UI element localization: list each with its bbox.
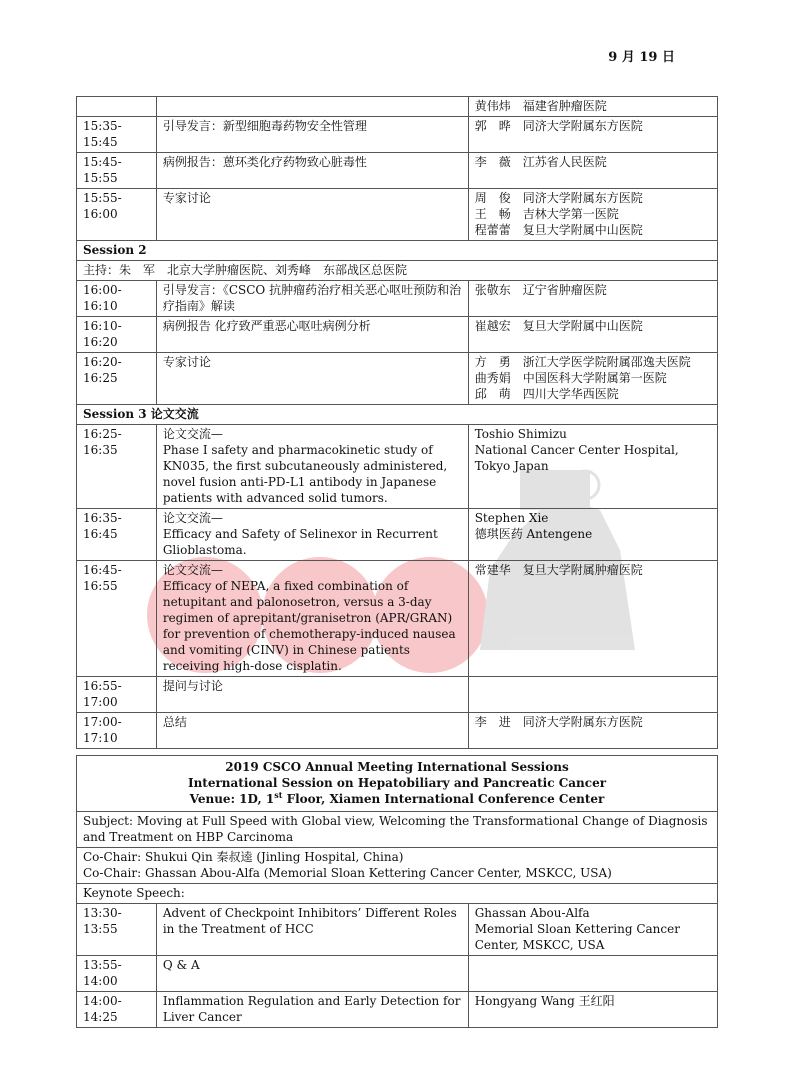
time-cell: 16:45-16:55 xyxy=(77,561,157,677)
speaker-line: 李 进 同济大学附属东方医院 xyxy=(474,715,643,729)
schedule-row xyxy=(77,353,718,405)
header-venue: Venue: 1D, 1st Floor, Xiamen International Conference Center xyxy=(189,790,605,806)
speaker-line: 王 畅 吉林大学第一医院 xyxy=(474,207,619,221)
schedule-row xyxy=(77,281,718,317)
topic-text: Efficacy of NEPA, a fixed combination of netupitant and palonosetron, versus a 3-day regimen of aprepitant/granisetron (APR/GRAN) for prevention of chemotherapy-induced nausea and vomiting (CINV) in Chinese patients receiving high-dose cisplatin. xyxy=(162,579,456,673)
topic-cell xyxy=(156,117,468,153)
speaker-line: 曲秀娟 中国医科大学附属第一医院 xyxy=(474,371,667,385)
topic-text: 总结 xyxy=(162,715,187,729)
cochair-row xyxy=(77,848,718,884)
schedule-row xyxy=(77,956,718,992)
time-cell: 13:55-14:00 xyxy=(77,956,157,992)
topic-cell xyxy=(156,904,468,956)
speaker-line: Memorial Sloan Kettering Cancer Center, MSKCC, USA xyxy=(474,922,680,952)
speaker-line: 德琪医药 Antengene xyxy=(474,527,593,541)
speaker-cell xyxy=(468,561,717,677)
topic-text: 专家讨论 xyxy=(162,191,211,205)
schedule-row xyxy=(77,904,718,956)
speaker-cell xyxy=(468,117,717,153)
speaker-cell xyxy=(468,189,717,241)
topic-cell xyxy=(156,509,468,561)
time-cell: 17:00-17:10 xyxy=(77,713,157,749)
topic-text: 引导发言：《CSCO 抗肿瘤药治疗相关恶心呕吐预防和治疗指南》解读 xyxy=(162,283,462,313)
topic-cell xyxy=(156,713,468,749)
schedule-row xyxy=(77,992,718,1028)
topic-lead: 论文交流— xyxy=(162,511,223,525)
topic-cell xyxy=(156,956,468,992)
topic-text: Phase I safety and pharmacokinetic study of KN035, the first subcutaneously administered, novel fusion anti-PD-L1 antibody in Japanese patients with advanced solid tumors. xyxy=(162,443,448,505)
time-cell: 15:35-15:45 xyxy=(77,117,157,153)
speaker-cell xyxy=(468,153,717,189)
topic-cell xyxy=(156,353,468,405)
speaker-line: Hongyang Wang 王红阳 xyxy=(474,994,615,1008)
time-cell xyxy=(77,97,157,117)
topic-cell xyxy=(156,425,468,509)
topic-cell xyxy=(156,992,468,1028)
schedule-row xyxy=(77,509,718,561)
speaker-line: 张敬东 辽宁省肿瘤医院 xyxy=(474,283,607,297)
schedule-row xyxy=(77,713,718,749)
topic-lead: 论文交流— xyxy=(162,427,223,441)
topic-cell xyxy=(156,153,468,189)
topic-cell xyxy=(156,561,468,677)
cochair-1: Co-Chair: Shukui Qin 秦叔逵 (Jinling Hospital, China) xyxy=(83,850,404,864)
topic-text: 病例报告 化疗致严重恶心呕吐病例分析 xyxy=(162,319,371,333)
header-line-1: 2019 CSCO Annual Meeting International Sessions xyxy=(225,760,569,774)
speaker-cell xyxy=(468,281,717,317)
speaker-line: 周 俊 同济大学附属东方医院 xyxy=(474,191,643,205)
session-header-row xyxy=(77,756,718,812)
speaker-line: 李 薇 江苏省人民医院 xyxy=(474,155,607,169)
time-cell: 16:00-16:10 xyxy=(77,281,157,317)
topic-cell xyxy=(156,281,468,317)
topic-cell xyxy=(156,677,468,713)
topic-cell xyxy=(156,97,468,117)
topic-text: 专家讨论 xyxy=(162,355,211,369)
topic-text: 提问与讨论 xyxy=(162,679,223,693)
time-cell: 16:35-16:45 xyxy=(77,509,157,561)
topic-text: 引导发言：新型细胞毒药物安全性管理 xyxy=(162,119,367,133)
cochair-2: Co-Chair: Ghassan Abou-Alfa (Memorial Sloan Kettering Cancer Center, MSKCC, USA) xyxy=(83,866,612,880)
speaker-cell xyxy=(468,956,717,992)
schedule-row xyxy=(77,561,718,677)
topic-text: Q & A xyxy=(162,958,200,972)
time-cell: 14:00-14:25 xyxy=(77,992,157,1028)
time-cell: 16:55-17:00 xyxy=(77,677,157,713)
time-cell: 16:20-16:25 xyxy=(77,353,157,405)
speaker-cell xyxy=(468,992,717,1028)
speaker-line: Ghassan Abou-Alfa xyxy=(474,906,590,920)
schedule-row xyxy=(77,153,718,189)
time-cell: 15:45-15:55 xyxy=(77,153,157,189)
time-cell: 16:25-16:35 xyxy=(77,425,157,509)
time-cell: 13:30-13:55 xyxy=(77,904,157,956)
schedule-row xyxy=(77,97,718,117)
keynote-row xyxy=(77,884,718,904)
subject-row xyxy=(77,812,718,848)
schedule-table-international xyxy=(76,755,718,1028)
speaker-cell xyxy=(468,317,717,353)
session-3-title-row xyxy=(77,405,718,425)
schedule-row xyxy=(77,117,718,153)
speaker-line: 方 勇 浙江大学医学院附属邵逸夫医院 xyxy=(474,355,691,369)
topic-cell xyxy=(156,189,468,241)
speaker-line: 程蕾蕾 复旦大学附属中山医院 xyxy=(474,223,643,237)
topic-lead: 论文交流— xyxy=(162,563,223,577)
topic-text: 病例报告：蒽环类化疗药物致心脏毒性 xyxy=(162,155,367,169)
speaker-cell xyxy=(468,904,717,956)
session-2-title: Session 2 xyxy=(77,241,718,261)
page-date: 9 月 19 日 xyxy=(608,50,675,65)
speaker-line: 郭 晔 同济大学附属东方医院 xyxy=(474,119,643,133)
session-3-title: Session 3 论文交流 xyxy=(77,405,718,425)
session-2-chair-row xyxy=(77,261,718,281)
speaker-line: 邱 萌 四川大学华西医院 xyxy=(474,387,619,401)
session-2-title-row xyxy=(77,241,718,261)
topic-text: Advent of Checkpoint Inhibitors’ Different Roles in the Treatment of HCC xyxy=(162,906,457,936)
schedule-row xyxy=(77,189,718,241)
schedule-row xyxy=(77,677,718,713)
speaker-line: Toshio Shimizu xyxy=(474,427,567,441)
speaker-line: 崔越宏 复旦大学附属中山医院 xyxy=(474,319,643,333)
speaker-cell xyxy=(468,713,717,749)
time-cell: 16:10-16:20 xyxy=(77,317,157,353)
header-line-2: International Session on Hepatobiliary and Pancreatic Cancer xyxy=(187,776,607,790)
speaker-line: 黄伟炜 福建省肿瘤医院 xyxy=(474,99,607,113)
schedule-row xyxy=(77,425,718,509)
topic-text: Efficacy and Safety of Selinexor in Recurrent Glioblastoma. xyxy=(162,527,438,557)
speaker-cell xyxy=(468,425,717,509)
session-2-chair: 主持：朱 军 北京大学肿瘤医院、刘秀峰 东部战区总医院 xyxy=(77,261,718,281)
speaker-line: National Cancer Center Hospital, Tokyo Japan xyxy=(474,443,679,473)
speaker-line: 常建华 复旦大学附属肿瘤医院 xyxy=(474,563,643,577)
schedule-table-top xyxy=(76,96,718,749)
speaker-cell xyxy=(468,509,717,561)
speaker-cell xyxy=(468,353,717,405)
keynote-label: Keynote Speech: xyxy=(77,884,718,904)
topic-cell xyxy=(156,317,468,353)
schedule-row xyxy=(77,317,718,353)
speaker-cell xyxy=(468,97,717,117)
speaker-line: Stephen Xie xyxy=(474,511,549,525)
time-cell: 15:55-16:00 xyxy=(77,189,157,241)
speaker-cell xyxy=(468,677,717,713)
topic-text: Inflammation Regulation and Early Detection for Liver Cancer xyxy=(162,994,461,1024)
subject-text: Subject: Moving at Full Speed with Global view, Welcoming the Transformational Change of Diagnosis and Treatment on HBP Carcinoma xyxy=(77,812,718,848)
